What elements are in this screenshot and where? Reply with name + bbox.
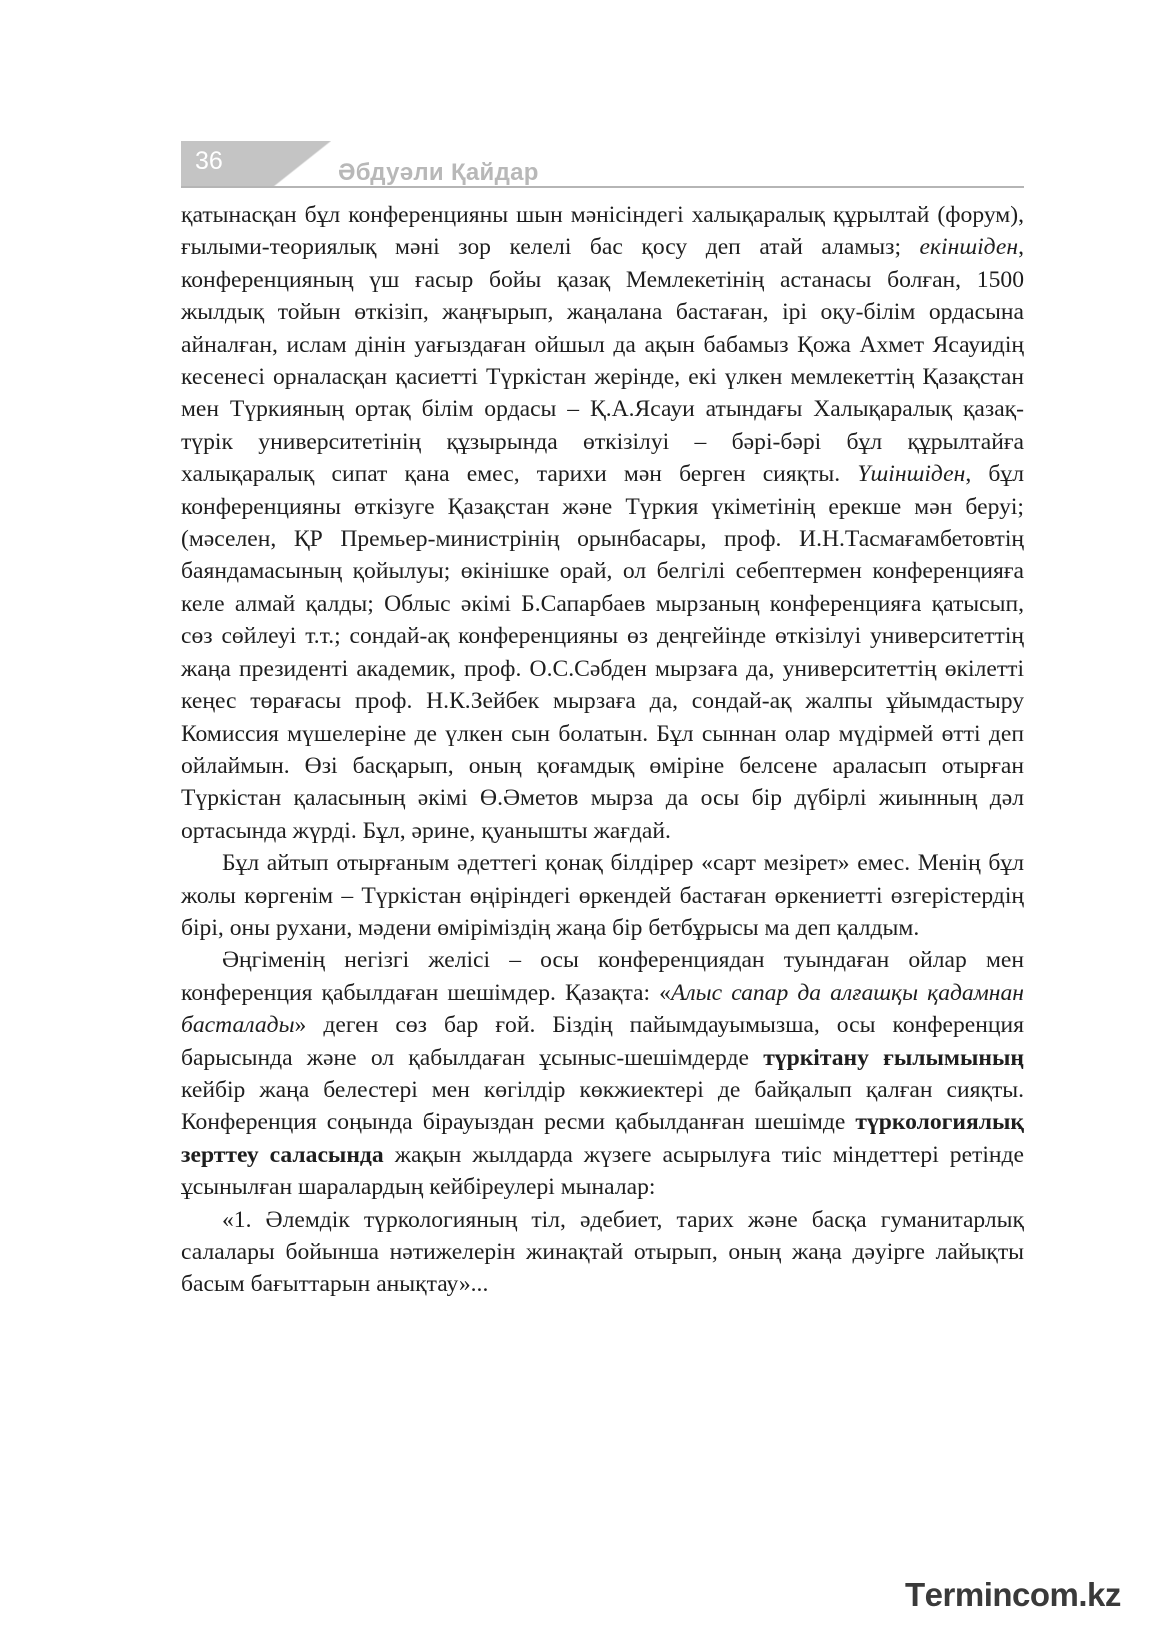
p3-text-2: » деген сөз бар ғой. Біздің пайымдауымызша, осы конференция барысында және ол қабылдаған ұсыныс-шешімдерде [181,1012,1024,1071]
p3-bold-2: түркологиялық зерттеу саласында [181,1109,1024,1168]
page-tab-arrow [273,141,331,187]
body-text [181,199,1024,1301]
paragraph-1 [181,199,1024,847]
p1-emphasis-1: екіншіден [919,234,1019,261]
running-title: Әбдуәли Қайдар [338,159,539,186]
p3-text-3: кейбір жаңа белестері мен көгілдір көкжиектері де байқалып қалған сияқты. Конференция соңында бірауыздан ресми қабылданған шешімде [181,1076,1024,1136]
paragraph-2: Бұл айтып отырғаным әдеттегі қонақ білдірер «сарт мезірет» емес. Менің бұл жолы көргенім – Түркістан өңіріндегі өркендей бастаған өркениетті өзгерістердің бірі, оны рухани, мәдени өміріміздің жаңа бір бетбұрысы ма деп қалдым. [181,850,1024,941]
watermark-text: ermincom.kz [924,1576,1121,1613]
p3-bold-1: түркітану ғылымының [763,1044,1025,1071]
p1-text-3: , бұл конференцияны өткізуге Қазақстан және Түркия үкіметінің ерекше мән беруі; (мәселен, ҚР Премьер-министрінің орынбасары, проф. И.Н.Тасмағамбетовтің баяндамасының қойылуы; өкінішке орай, ол белгілі себептермен конференцияға келе алмай қалды; Облыс әкімі Б.Сапарбаев мырзаның конференцияға қатысып, сөз сөйлеуі т.т.; сондай-ақ конференцияны өз деңгейінде өткізілуі университеттің жаңа президенті академик, проф. О.С.Сәбден мырзаға да, университеттің өкілетті кеңес төрағасы проф. Н.К.Зейбек мырзаға да, сондай-ақ жалпы ұйымдастыру Комиссия мүшелеріне де үлкен сын болатын. Бұл сыннан олар мүдірмей өтті деп ойлаймын. Өзі басқарып, оның қоғамдық өміріне белсене араласып отырған Түркістан қаласының әкімі Ө.Әметов мырза да осы бір дүбірлі жиынның дәл ортасында жүрді. Бұл, әрине, қуанышты жағдай. [181,461,1025,844]
site-watermark [905,1576,1121,1616]
p1-text-1: қатынасқан бұл конференцияны шын мәнісіндегі халықаралық құрылтай (форум), ғылыми-теориялық мәні зор келелі бас қосу деп атай аламыз; [181,202,1024,261]
paragraph-4: «1. Әлемдік түркологияның тіл, әдебиет, тарих және басқа гуманитарлық салалары бойынша нәтижелерін жинақтай отырып, оның жаңа дәуірге лайықты басым бағыттарын анықтау»... [181,1206,1024,1298]
header-rule [181,186,1024,188]
page-number: 36 [195,147,223,175]
p3-text-4: жақын жылдарда жүзеге асырылуға тиіс міндеттері ретінде ұсынылған шаралардың кейбіреулері мыналар: [181,1141,1025,1201]
watermark-letter: T [905,1576,925,1613]
p1-emphasis-2: Үшіншіден [857,461,966,488]
paragraph-3 [181,944,1024,1203]
p3-emphasis-1: Алыс сапар да алғашқы қадамнан басталады [181,979,1024,1039]
p3-text-1: Әңгіменің негізгі желісі – осы конференциядан туындаған ойлар мен конференция қабылдаған шешімдер. Қазақта: « [181,947,1024,1006]
p1-text-2: , конференцияның үш ғасыр бойы қазақ Мемлекетінің астанасы болған, 1500 жылдық тойын өткізіп, жаңғырып, жаңалана бастаған, ірі оқу-білім ордасына айналған, ислам дінін уағыздаған ойшыл да ақын бабамыз Қожа Ахмет Ясауидің кесенесі орналасқан қасиетті Түркістан жерінде, екі үлкен мемлекеттің Қазақстан мен Түркияның ортақ білім ордасы – Қ.А.Ясауи атындағы Халықаралық қазақ-түрік университетінің құзырында өткізілуі – бәрі-бәрі бұл құрылтайға халықаралық сипат қана емес, тарихи мән берген сияқты. [181,234,1024,488]
page-header [181,141,1024,191]
